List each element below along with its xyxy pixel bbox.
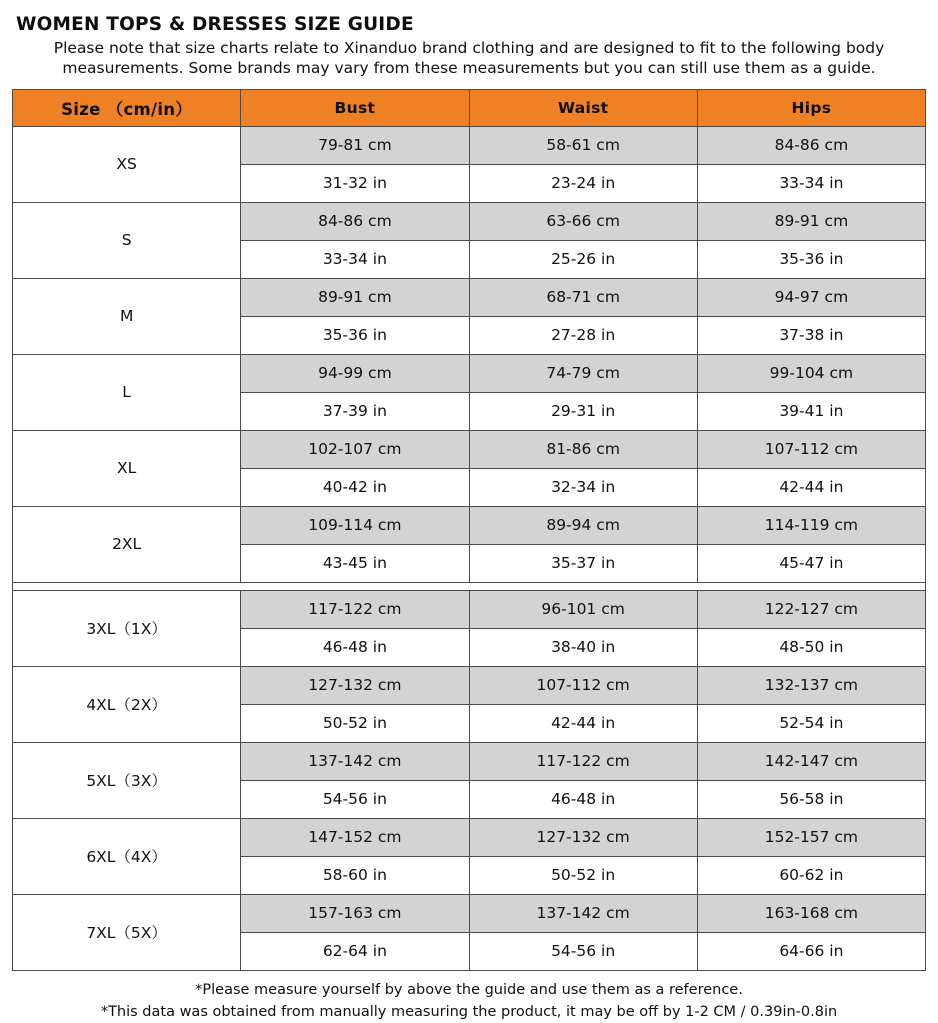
cell-waist-cm: 137-142 cm	[469, 894, 697, 932]
column-header-bust: Bust	[241, 89, 469, 126]
cell-hips-cm: 84-86 cm	[697, 126, 925, 164]
group-separator-cell	[13, 582, 926, 590]
size-label-cell: 5XL（3X）	[13, 742, 241, 818]
cell-bust-cm: 109-114 cm	[241, 506, 469, 544]
cell-hips-cm: 152-157 cm	[697, 818, 925, 856]
cell-waist-in: 23-24 in	[469, 164, 697, 202]
cell-hips-in: 37-38 in	[697, 316, 925, 354]
group-separator	[13, 582, 926, 590]
cell-hips-in: 33-34 in	[697, 164, 925, 202]
cell-bust-cm: 94-99 cm	[241, 354, 469, 392]
cell-waist-cm: 96-101 cm	[469, 590, 697, 628]
cell-bust-cm: 84-86 cm	[241, 202, 469, 240]
cell-waist-cm: 63-66 cm	[469, 202, 697, 240]
cell-hips-in: 52-54 in	[697, 704, 925, 742]
table-row	[13, 590, 926, 628]
cell-hips-cm: 163-168 cm	[697, 894, 925, 932]
cell-bust-cm: 137-142 cm	[241, 742, 469, 780]
intro-text: Please note that size charts relate to Xinanduo brand clothing and are designed to fit to the following body measurements. Some brands may vary from these measurements but you can still use them as a guide.	[53, 39, 885, 78]
cell-hips-in: 35-36 in	[697, 240, 925, 278]
table-row	[13, 202, 926, 240]
cell-bust-in: 58-60 in	[241, 856, 469, 894]
cell-hips-in: 48-50 in	[697, 628, 925, 666]
cell-hips-cm: 122-127 cm	[697, 590, 925, 628]
footnote-measure: *Please measure yourself by above the guide and use them as a reference.	[195, 981, 743, 998]
table-row	[13, 742, 926, 780]
cell-bust-cm: 127-132 cm	[241, 666, 469, 704]
table-row	[13, 430, 926, 468]
column-header-hips: Hips	[697, 89, 925, 126]
cell-bust-in: 33-34 in	[241, 240, 469, 278]
cell-hips-cm: 94-97 cm	[697, 278, 925, 316]
size-label-cell: 2XL	[13, 506, 241, 582]
cell-waist-in: 35-37 in	[469, 544, 697, 582]
cell-hips-cm: 132-137 cm	[697, 666, 925, 704]
table-row	[13, 354, 926, 392]
cell-waist-in: 46-48 in	[469, 780, 697, 818]
page-title: WOMEN TOPS & DRESSES SIZE GUIDE	[16, 14, 414, 35]
table-row	[13, 278, 926, 316]
cell-hips-cm: 114-119 cm	[697, 506, 925, 544]
cell-waist-in: 54-56 in	[469, 932, 697, 970]
cell-hips-cm: 107-112 cm	[697, 430, 925, 468]
size-label-cell: 6XL（4X）	[13, 818, 241, 894]
cell-waist-cm: 58-61 cm	[469, 126, 697, 164]
table-row	[13, 894, 926, 932]
table-body	[13, 126, 926, 970]
cell-hips-cm: 142-147 cm	[697, 742, 925, 780]
cell-waist-in: 25-26 in	[469, 240, 697, 278]
cell-waist-in: 42-44 in	[469, 704, 697, 742]
cell-bust-in: 54-56 in	[241, 780, 469, 818]
table-row	[13, 506, 926, 544]
cell-bust-cm: 89-91 cm	[241, 278, 469, 316]
cell-waist-in: 50-52 in	[469, 856, 697, 894]
cell-bust-in: 43-45 in	[241, 544, 469, 582]
cell-hips-in: 42-44 in	[697, 468, 925, 506]
size-label-cell: XS	[13, 126, 241, 202]
cell-bust-cm: 117-122 cm	[241, 590, 469, 628]
cell-bust-in: 62-64 in	[241, 932, 469, 970]
cell-hips-in: 60-62 in	[697, 856, 925, 894]
cell-waist-in: 29-31 in	[469, 392, 697, 430]
cell-hips-cm: 89-91 cm	[697, 202, 925, 240]
size-label-cell: 7XL（5X）	[13, 894, 241, 970]
table-row	[13, 666, 926, 704]
cell-hips-in: 45-47 in	[697, 544, 925, 582]
size-label-cell: S	[13, 202, 241, 278]
column-header-size: Size （cm/in）	[13, 89, 241, 126]
cell-waist-cm: 81-86 cm	[469, 430, 697, 468]
size-label-cell: M	[13, 278, 241, 354]
cell-waist-cm: 117-122 cm	[469, 742, 697, 780]
size-label-cell: 3XL（1X）	[13, 590, 241, 666]
size-chart-table	[12, 89, 926, 971]
table-row	[13, 818, 926, 856]
cell-bust-in: 40-42 in	[241, 468, 469, 506]
cell-waist-cm: 127-132 cm	[469, 818, 697, 856]
cell-bust-in: 31-32 in	[241, 164, 469, 202]
table-row	[13, 126, 926, 164]
footnote-tolerance: *This data was obtained from manually measuring the product, it may be off by 1-2 CM / 0.39in-0.8in	[100, 1003, 838, 1020]
size-label-cell: XL	[13, 430, 241, 506]
cell-bust-cm: 147-152 cm	[241, 818, 469, 856]
column-header-waist: Waist	[469, 89, 697, 126]
cell-hips-in: 39-41 in	[697, 392, 925, 430]
cell-waist-cm: 74-79 cm	[469, 354, 697, 392]
cell-bust-in: 37-39 in	[241, 392, 469, 430]
cell-hips-in: 64-66 in	[697, 932, 925, 970]
table-header	[13, 89, 926, 126]
cell-waist-cm: 107-112 cm	[469, 666, 697, 704]
size-label-cell: L	[13, 354, 241, 430]
footnotes	[12, 980, 926, 1023]
cell-hips-cm: 99-104 cm	[697, 354, 925, 392]
cell-bust-cm: 79-81 cm	[241, 126, 469, 164]
cell-bust-in: 35-36 in	[241, 316, 469, 354]
cell-bust-in: 50-52 in	[241, 704, 469, 742]
size-label-cell: 4XL（2X）	[13, 666, 241, 742]
cell-bust-in: 46-48 in	[241, 628, 469, 666]
cell-bust-cm: 157-163 cm	[241, 894, 469, 932]
header-row	[13, 89, 926, 126]
cell-waist-cm: 68-71 cm	[469, 278, 697, 316]
cell-hips-in: 56-58 in	[697, 780, 925, 818]
cell-waist-in: 38-40 in	[469, 628, 697, 666]
cell-bust-cm: 102-107 cm	[241, 430, 469, 468]
cell-waist-cm: 89-94 cm	[469, 506, 697, 544]
cell-waist-in: 32-34 in	[469, 468, 697, 506]
cell-waist-in: 27-28 in	[469, 316, 697, 354]
